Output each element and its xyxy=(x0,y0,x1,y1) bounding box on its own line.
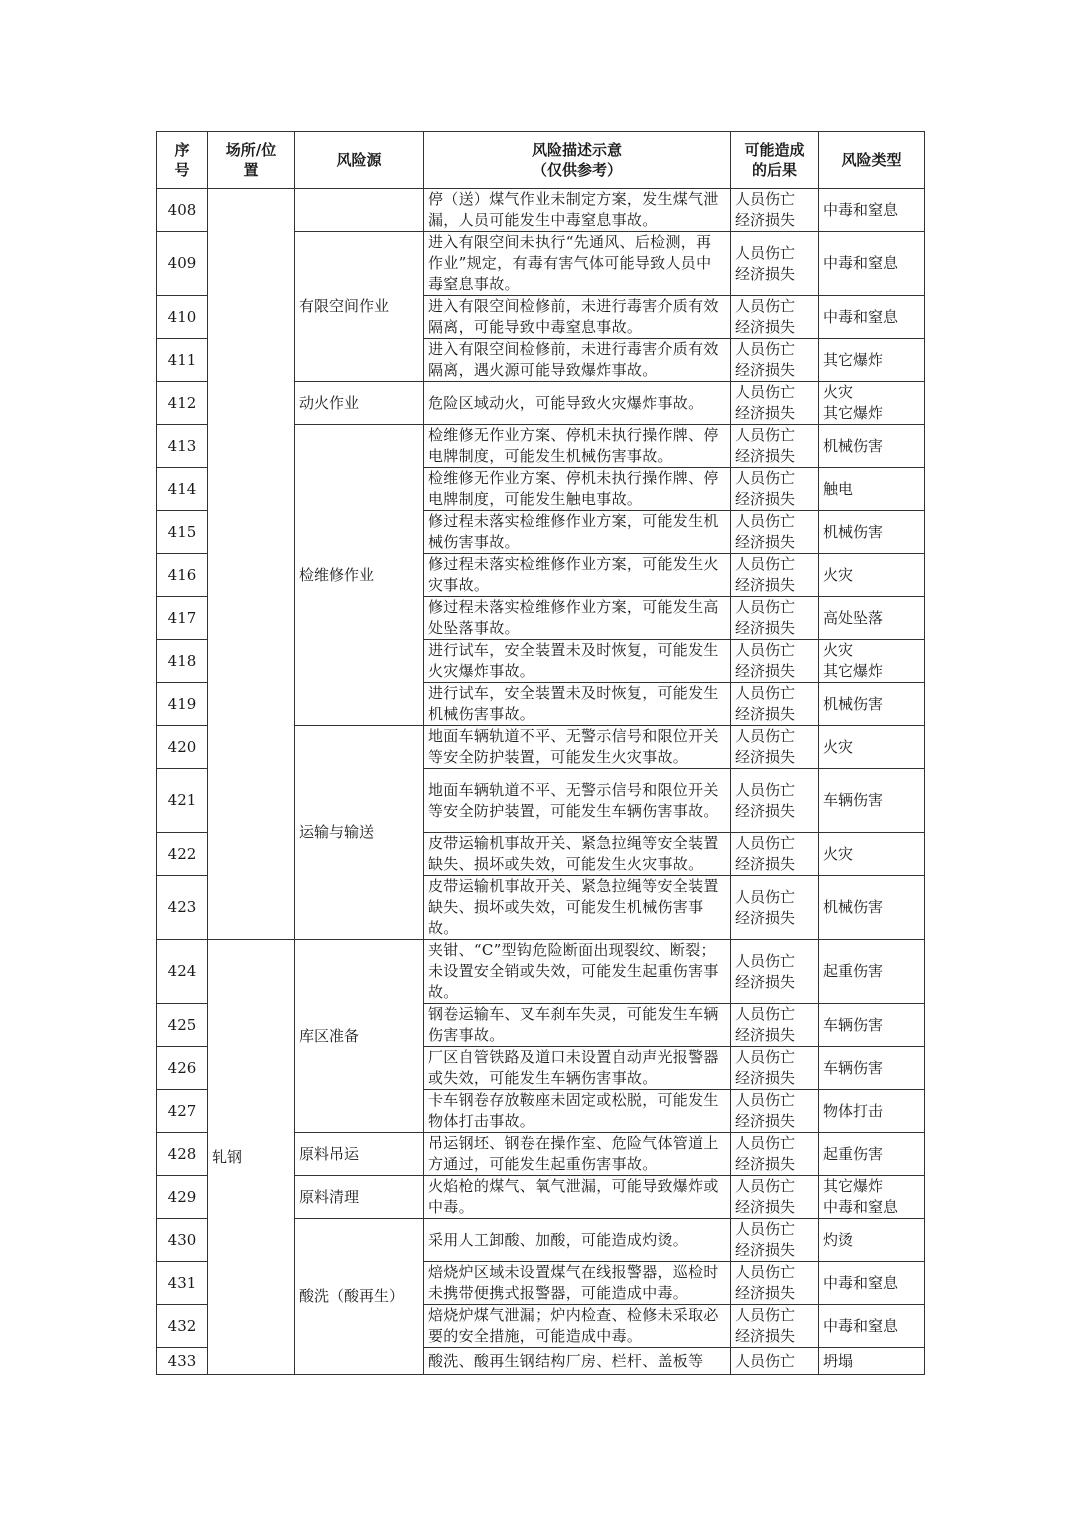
row-number: 414 xyxy=(157,468,208,511)
risk-type-cell: 机械伤害 xyxy=(819,876,925,940)
risk-type-cell: 车辆伤害 xyxy=(819,1047,925,1090)
consequence-cell: 人员伤亡 经济损失 xyxy=(731,769,819,833)
row-number: 430 xyxy=(157,1219,208,1262)
risk-description: 检维修无作业方案、停机未执行操作牌、停电牌制度，可能发生机械伤害事故。 xyxy=(424,425,731,468)
consequence-cell: 人员伤亡 经济损失 xyxy=(731,1219,819,1262)
risk-type-cell: 中毒和窒息 xyxy=(819,1262,925,1305)
risk-description: 检维修无作业方案、停机未执行操作牌、停电牌制度，可能发生触电事故。 xyxy=(424,468,731,511)
risk-description: 皮带运输机事故开关、紧急拉绳等安全装置缺失、损坏或失效，可能发生机械伤害事故。 xyxy=(424,876,731,940)
risk-type-cell: 起重伤害 xyxy=(819,940,925,1004)
row-number: 409 xyxy=(157,232,208,296)
consequence-cell: 人员伤亡 经济损失 xyxy=(731,597,819,640)
consequence-cell: 人员伤亡 经济损失 xyxy=(731,1262,819,1305)
row-number: 425 xyxy=(157,1004,208,1047)
row-number: 415 xyxy=(157,511,208,554)
risk-type-cell: 车辆伤害 xyxy=(819,769,925,833)
row-number: 411 xyxy=(157,339,208,382)
row-number: 423 xyxy=(157,876,208,940)
consequence-cell: 人员伤亡 经济损失 xyxy=(731,1305,819,1348)
header-location: 场所/位 置 xyxy=(208,132,295,189)
risk-type-cell: 其它爆炸 xyxy=(819,339,925,382)
consequence-cell: 人员伤亡 经济损失 xyxy=(731,726,819,769)
consequence-cell: 人员伤亡 经济损失 xyxy=(731,425,819,468)
consequence-cell: 人员伤亡 经济损失 xyxy=(731,1004,819,1047)
consequence-cell: 人员伤亡 经济损失 xyxy=(731,1133,819,1176)
header-seq: 序 号 xyxy=(157,132,208,189)
row-number: 427 xyxy=(157,1090,208,1133)
header-risk-type: 风险类型 xyxy=(819,132,925,189)
row-number: 416 xyxy=(157,554,208,597)
risk-description: 卡车钢卷存放鞍座未固定或松脱，可能发生物体打击事故。 xyxy=(424,1090,731,1133)
consequence-cell: 人员伤亡 经济损失 xyxy=(731,382,819,425)
risk-type-cell: 物体打击 xyxy=(819,1090,925,1133)
risk-type-cell: 火灾 其它爆炸 xyxy=(819,640,925,683)
risk-description: 采用人工卸酸、加酸，可能造成灼烫。 xyxy=(424,1219,731,1262)
risk-source-cell: 原料吊运 xyxy=(295,1133,424,1176)
header-row xyxy=(157,132,925,189)
consequence-cell: 人员伤亡 经济损失 xyxy=(731,683,819,726)
risk-description: 进行试车，安全装置未及时恢复，可能发生机械伤害事故。 xyxy=(424,683,731,726)
risk-description: 焙烧炉区域未设置煤气在线报警器，巡检时未携带便携式报警器，可能造成中毒。 xyxy=(424,1262,731,1305)
consequence-cell: 人员伤亡 xyxy=(731,1348,819,1375)
row-number: 429 xyxy=(157,1176,208,1219)
risk-description: 夹钳、“C”型钩危险断面出现裂纹、断裂；未设置安全销或失效，可能发生起重伤害事故。 xyxy=(424,940,731,1004)
row-number: 413 xyxy=(157,425,208,468)
risk-description: 地面车辆轨道不平、无警示信号和限位开关等安全防护装置，可能发生车辆伤害事故。 xyxy=(424,769,731,833)
row-number: 412 xyxy=(157,382,208,425)
risk-description: 吊运钢坯、钢卷在操作室、危险气体管道上方通过，可能发生起重伤害事故。 xyxy=(424,1133,731,1176)
risk-description: 焙烧炉煤气泄漏；炉内检查、检修未采取必要的安全措施，可能造成中毒。 xyxy=(424,1305,731,1348)
row-number: 410 xyxy=(157,296,208,339)
row-number: 420 xyxy=(157,726,208,769)
consequence-cell: 人员伤亡 经济损失 xyxy=(731,1176,819,1219)
risk-source-cell xyxy=(295,189,424,232)
location-cell xyxy=(208,189,295,940)
risk-type-cell: 车辆伤害 xyxy=(819,1004,925,1047)
risk-description: 进行试车，安全装置未及时恢复，可能发生火灾爆炸事故。 xyxy=(424,640,731,683)
risk-source-cell: 酸洗（酸再生） xyxy=(295,1219,424,1375)
risk-source-cell: 有限空间作业 xyxy=(295,232,424,382)
risk-type-cell: 中毒和窒息 xyxy=(819,232,925,296)
risk-source-cell: 原料清理 xyxy=(295,1176,424,1219)
row-number: 426 xyxy=(157,1047,208,1090)
row-number: 422 xyxy=(157,833,208,876)
row-number: 428 xyxy=(157,1133,208,1176)
risk-source-cell: 库区准备 xyxy=(295,940,424,1133)
risk-type-cell: 其它爆炸 中毒和窒息 xyxy=(819,1176,925,1219)
row-number: 417 xyxy=(157,597,208,640)
consequence-cell: 人员伤亡 经济损失 xyxy=(731,296,819,339)
risk-type-cell: 机械伤害 xyxy=(819,511,925,554)
risk-source-cell: 运输与输送 xyxy=(295,726,424,940)
consequence-cell: 人员伤亡 经济损失 xyxy=(731,1047,819,1090)
row-number: 432 xyxy=(157,1305,208,1348)
risk-source-cell: 动火作业 xyxy=(295,382,424,425)
risk-description: 停（送）煤气作业未制定方案，发生煤气泄漏，人员可能发生中毒窒息事故。 xyxy=(424,189,731,232)
risk-type-cell: 中毒和窒息 xyxy=(819,189,925,232)
risk-description: 危险区域动火，可能导致火灾爆炸事故。 xyxy=(424,382,731,425)
row-number: 424 xyxy=(157,940,208,1004)
consequence-cell: 人员伤亡 经济损失 xyxy=(731,833,819,876)
consequence-cell: 人员伤亡 经济损失 xyxy=(731,940,819,1004)
risk-type-cell: 中毒和窒息 xyxy=(819,1305,925,1348)
risk-description: 进入有限空间检修前，未进行毒害介质有效隔离，可能导致中毒窒息事故。 xyxy=(424,296,731,339)
consequence-cell: 人员伤亡 经济损失 xyxy=(731,339,819,382)
consequence-cell: 人员伤亡 经济损失 xyxy=(731,511,819,554)
risk-description: 修过程未落实检维修作业方案，可能发生火灾事故。 xyxy=(424,554,731,597)
risk-type-cell: 机械伤害 xyxy=(819,425,925,468)
risk-description: 修过程未落实检维修作业方案，可能发生机械伤害事故。 xyxy=(424,511,731,554)
row-number: 431 xyxy=(157,1262,208,1305)
risk-type-cell: 火灾 xyxy=(819,554,925,597)
risk-description: 进入有限空间未执行“先通风、后检测，再作业”规定，有毒有害气体可能导致人员中毒窒息事故。 xyxy=(424,232,731,296)
risk-type-cell: 触电 xyxy=(819,468,925,511)
risk-type-cell: 灼烫 xyxy=(819,1219,925,1262)
risk-description: 火焰枪的煤气、氧气泄漏，可能导致爆炸或中毒。 xyxy=(424,1176,731,1219)
header-description: 风险描述示意 （仅供参考） xyxy=(424,132,731,189)
consequence-cell: 人员伤亡 经济损失 xyxy=(731,189,819,232)
risk-table xyxy=(156,131,925,1375)
row-number: 433 xyxy=(157,1348,208,1375)
risk-type-cell: 机械伤害 xyxy=(819,683,925,726)
risk-description: 厂区自管铁路及道口未设置自动声光报警器或失效，可能发生车辆伤害事故。 xyxy=(424,1047,731,1090)
consequence-cell: 人员伤亡 经济损失 xyxy=(731,1090,819,1133)
risk-description: 酸洗、酸再生钢结构厂房、栏杆、盖板等 xyxy=(424,1348,731,1375)
risk-description: 修过程未落实检维修作业方案，可能发生高处坠落事故。 xyxy=(424,597,731,640)
risk-description: 钢卷运输车、叉车刹车失灵，可能发生车辆伤害事故。 xyxy=(424,1004,731,1047)
table-row xyxy=(157,940,925,1004)
table-row xyxy=(157,189,925,232)
consequence-cell: 人员伤亡 经济损失 xyxy=(731,232,819,296)
risk-description: 皮带运输机事故开关、紧急拉绳等安全装置缺失、损坏或失效，可能发生火灾事故。 xyxy=(424,833,731,876)
consequence-cell: 人员伤亡 经济损失 xyxy=(731,554,819,597)
location-cell: 轧钢 xyxy=(208,940,295,1375)
consequence-cell: 人员伤亡 经济损失 xyxy=(731,876,819,940)
consequence-cell: 人员伤亡 经济损失 xyxy=(731,468,819,511)
risk-type-cell: 火灾 其它爆炸 xyxy=(819,382,925,425)
header-consequence: 可能造成 的后果 xyxy=(731,132,819,189)
risk-type-cell: 坍塌 xyxy=(819,1348,925,1375)
row-number: 408 xyxy=(157,189,208,232)
risk-type-cell: 火灾 xyxy=(819,833,925,876)
risk-type-cell: 中毒和窒息 xyxy=(819,296,925,339)
row-number: 418 xyxy=(157,640,208,683)
risk-type-cell: 起重伤害 xyxy=(819,1133,925,1176)
header-source: 风险源 xyxy=(295,132,424,189)
row-number: 419 xyxy=(157,683,208,726)
consequence-cell: 人员伤亡 经济损失 xyxy=(731,640,819,683)
risk-description: 地面车辆轨道不平、无警示信号和限位开关等安全防护装置，可能发生火灾事故。 xyxy=(424,726,731,769)
risk-description: 进入有限空间检修前，未进行毒害介质有效隔离，遇火源可能导致爆炸事故。 xyxy=(424,339,731,382)
risk-type-cell: 火灾 xyxy=(819,726,925,769)
risk-type-cell: 高处坠落 xyxy=(819,597,925,640)
risk-source-cell: 检维修作业 xyxy=(295,425,424,726)
row-number: 421 xyxy=(157,769,208,833)
